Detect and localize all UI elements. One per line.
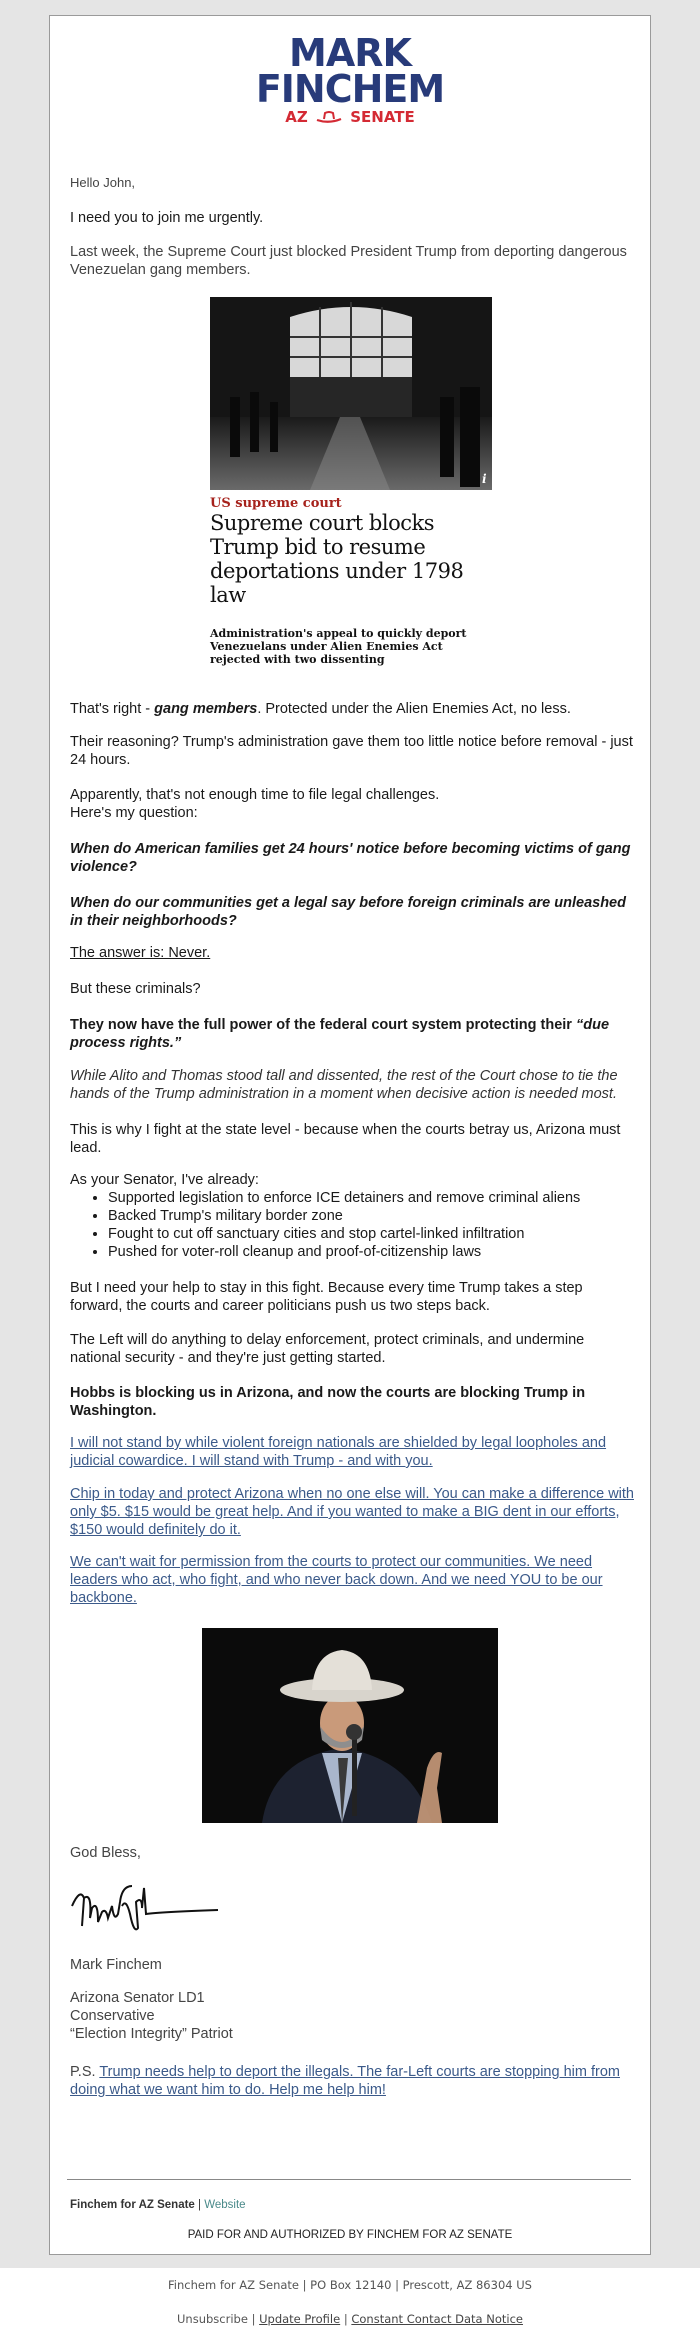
info-badge: i — [482, 472, 487, 486]
paragraph-state-level: This is why I fight at the state level - because when the courts betray us, Arizona must lead. — [70, 1122, 621, 1156]
donate-link-2[interactable]: Chip in today and protect Arizona when no one else will. You can make a difference with only $5. $15 would be great help. And if you wanted to make a BIG dent in our efforts, $150 would definitely do it. — [70, 1486, 634, 1538]
footer-org-line: Finchem for AZ Senate | Website — [70, 2199, 246, 2211]
question-1: When do American families get 24 hours' notice before becoming victims of gang violence? — [70, 841, 631, 875]
paragraph-apparently: Apparently, that's not enough time to file legal challenges. — [70, 787, 440, 803]
mailing-address: Finchem for AZ Senate | PO Box 12140 | Prescott, AZ 86304 US — [168, 2278, 532, 2292]
paragraph-need-help: But I need your help to stay in this fight. Because every time Trump takes a step forward, the courts and career politicians push us two steps back. — [70, 1280, 583, 1314]
paragraph-thats-right: That's right - gang members. Protected under the Alien Enemies Act, no less. — [70, 701, 571, 717]
logo-line-3: AZ SENATE — [285, 108, 415, 126]
paragraph-power: They now have the full power of the federal court system protecting their “due process rights.” — [70, 1017, 610, 1051]
update-profile-link[interactable]: Update Profile — [259, 2312, 341, 2326]
campaign-logo[interactable] — [0, 31, 700, 127]
news-kicker: US supreme court — [210, 496, 342, 511]
signature-name: Mark Finchem — [70, 1957, 162, 1973]
paragraph-criminals: But these criminals? — [70, 981, 201, 997]
news-headline: Supreme court blocks Trump bid to resume deportations under 1798 law — [210, 511, 464, 607]
signature — [70, 1878, 220, 1938]
paragraph-senator: As your Senator, I've already: — [70, 1172, 259, 1188]
donate-link-2-wrap — [70, 1485, 635, 1539]
donate-link-1[interactable]: I will not stand by while violent foreign nationals are shielded by legal loopholes and judicial cowardice. I will stand with Trump - and with you. — [70, 1435, 607, 1469]
cowboy-hat-icon — [316, 111, 342, 123]
news-subhead: Administration's appeal to quickly deport Venezuelans under Alien Enemies Act rejected with two dissenting — [210, 627, 467, 666]
website-link[interactable]: Website — [204, 2199, 246, 2211]
news-clipping[interactable] — [210, 297, 492, 666]
intro-text: I need you to join me urgently. — [70, 210, 264, 226]
paragraph-reasoning: Their reasoning? Trump's administration gave them too little notice before removal - just 24 hours. — [70, 734, 633, 768]
paragraph-last-week: Last week, the Supreme Court just blocked President Trump from deporting dangerous Venezuelan gang members. — [70, 244, 627, 278]
closing: God Bless, — [70, 1845, 141, 1861]
candidate-photo[interactable] — [202, 1628, 498, 1823]
donate-link-3[interactable]: We can't wait for permission from the courts to protect our communities. We need leaders who act, who fight, and who never back down. And we need YOU to be our backbone. — [70, 1554, 603, 1606]
data-notice-link[interactable]: Constant Contact Data Notice — [351, 2312, 523, 2326]
paragraph-the-left: The Left will do anything to delay enforcement, protect criminals, and undermine national security - and they're just getting started. — [70, 1332, 585, 1366]
greeting: Hello John, — [70, 175, 136, 190]
logo-line-1: MARK — [289, 31, 411, 75]
question-2: When do our communities get a legal say before foreign criminals are unleashed in their neighborhoods? — [70, 895, 626, 929]
accomplishments-list — [70, 1189, 635, 1261]
postscript: P.S. Trump needs help to deport the illegals. The far-Left courts are stopping him from doing what we want him to do. Help me help him! — [70, 2064, 620, 2098]
logo-line-2: FINCHEM — [255, 67, 445, 111]
footer-links: Unsubscribe | Update Profile | Constant Contact Data Notice — [177, 2312, 523, 2326]
ps-link[interactable]: Trump needs help to deport the illegals. The far-Left courts are stopping him from doing what we want him to do. Help me help him! — [70, 2064, 620, 2098]
list-item: • Pushed for voter-roll cleanup and proof-of-citizenship laws — [108, 1243, 635, 1261]
paragraph-hobbs: Hobbs is blocking us in Arizona, and now the courts are blocking Trump in Washington. — [70, 1385, 586, 1419]
list-item: • Backed Trump's military border zone — [108, 1207, 635, 1225]
signature-title: Arizona Senator LD1 Conservative “Election Integrity” Patriot — [70, 1990, 233, 2042]
donate-link-1-wrap — [70, 1434, 635, 1470]
list-item: • Supported legislation to enforce ICE detainers and remove criminal aliens — [108, 1189, 635, 1207]
paragraph-question: Here's my question: — [70, 805, 198, 821]
unsubscribe-link[interactable]: Unsubscribe — [177, 2312, 248, 2326]
paragraph-alito: While Alito and Thomas stood tall and dissented, the rest of the Court chose to tie the hands of the Trump administration in a moment when decisive action is needed most. — [70, 1068, 618, 1102]
footer-divider — [67, 2179, 631, 2180]
list-item: • Fought to cut off sanctuary cities and stop cartel-linked infiltration — [108, 1225, 635, 1243]
paid-for-disclaimer: PAID FOR AND AUTHORIZED BY FINCHEM FOR AZ SENATE — [187, 2229, 513, 2241]
donate-link-3-wrap — [70, 1553, 635, 1607]
answer: The answer is: Never. — [70, 945, 211, 961]
news-photo — [210, 297, 492, 490]
